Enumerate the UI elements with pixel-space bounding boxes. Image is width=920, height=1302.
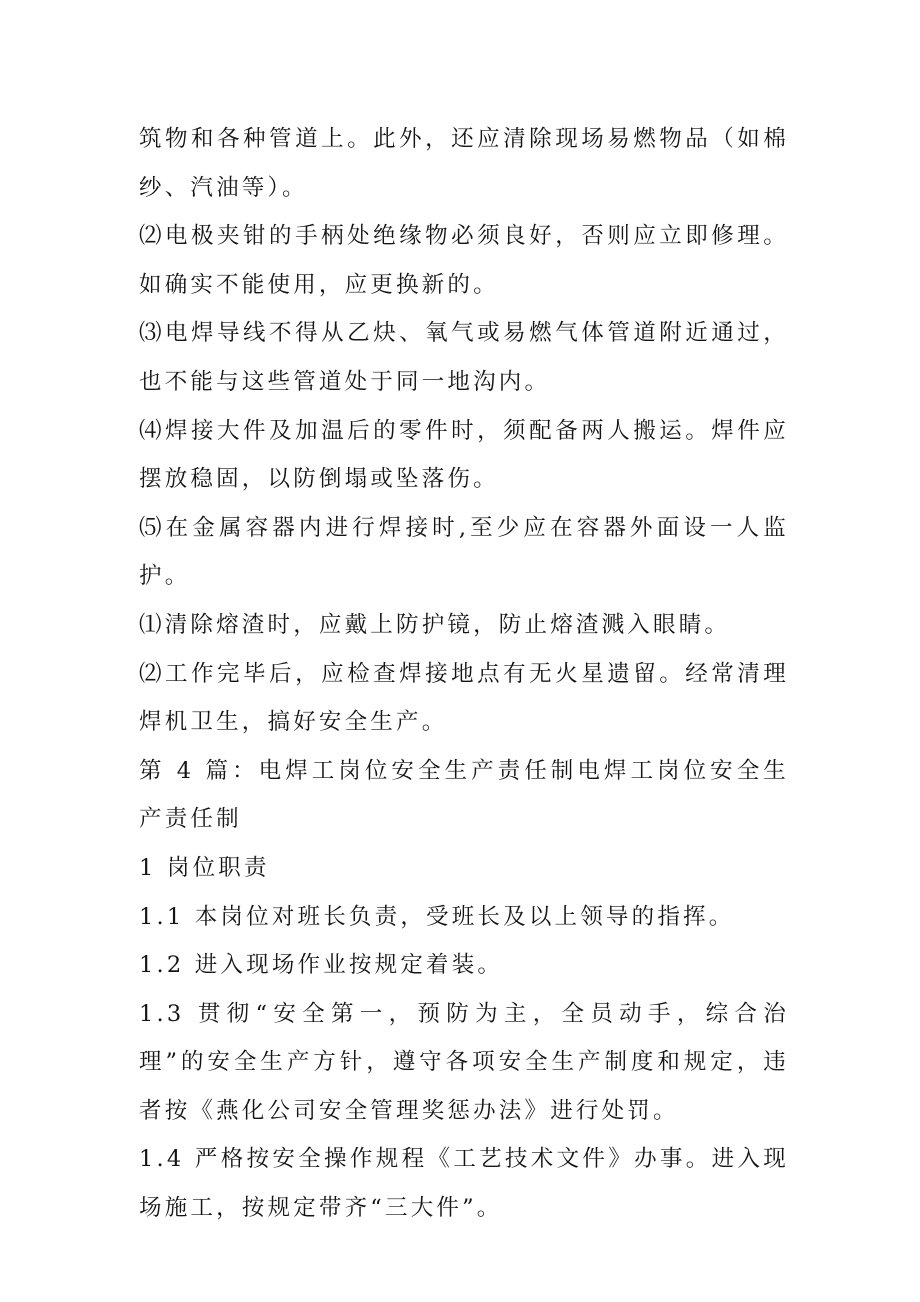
clause-1-3: 1.3 贯彻“安全第一，预防为主，全员动手，综合治理”的安全生产方针，遵守各项安全生产制度和规定，违者按《燕化公司安全管理奖惩办法》进行处罚。	[139, 1000, 789, 1124]
document-body	[139, 115, 789, 1233]
paragraph-item-1-slag: ⑴清除熔渣时，应戴上防护镜，防止熔渣溅入眼睛。	[139, 611, 731, 638]
paragraph-item-3-cable: ⑶电焊导线不得从乙炔、氧气或易燃气体管道附近通过，也不能与这些管道处于同一地沟内。	[139, 320, 789, 395]
paragraph-item-4-heavy-parts: ⑷焊接大件及加温后的零件时，须配备两人搬运。焊件应摆放稳固，以防倒塌或坠落伤。	[139, 417, 789, 493]
section-heading-part-4: 第 4 篇：电焊工岗位安全生产责任制电焊工岗位安全生产责任制	[139, 757, 789, 833]
paragraph-continuation: 筑物和各种管道上。此外，还应清除现场易燃物品（如棉纱、汽油等）。	[139, 126, 789, 201]
subheading-job-duties: 1 岗位职责	[139, 854, 270, 881]
paragraph-item-2-clamp: ⑵电极夹钳的手柄处绝缘物必须良好，否则应立即修理。如确实不能使用，应更换新的。	[139, 223, 789, 298]
paragraph-item-2-finish: ⑵工作完毕后，应检查焊接地点有无火星遗留。经常清理焊机卫生，搞好安全生产。	[139, 660, 789, 736]
paragraph-item-5-container: ⑸在金属容器内进行焊接时,至少应在容器外面设一人监护。	[139, 514, 789, 590]
clause-1-4: 1.4 严格按安全操作规程《工艺技术文件》办事。进入现场施工，按规定带齐“三大件”。	[139, 1146, 789, 1222]
clause-1-1: 1.1 本岗位对班长负责，受班长及以上领导的指挥。	[139, 903, 735, 930]
clause-1-2: 1.2 进入现场作业按规定着装。	[139, 952, 504, 979]
